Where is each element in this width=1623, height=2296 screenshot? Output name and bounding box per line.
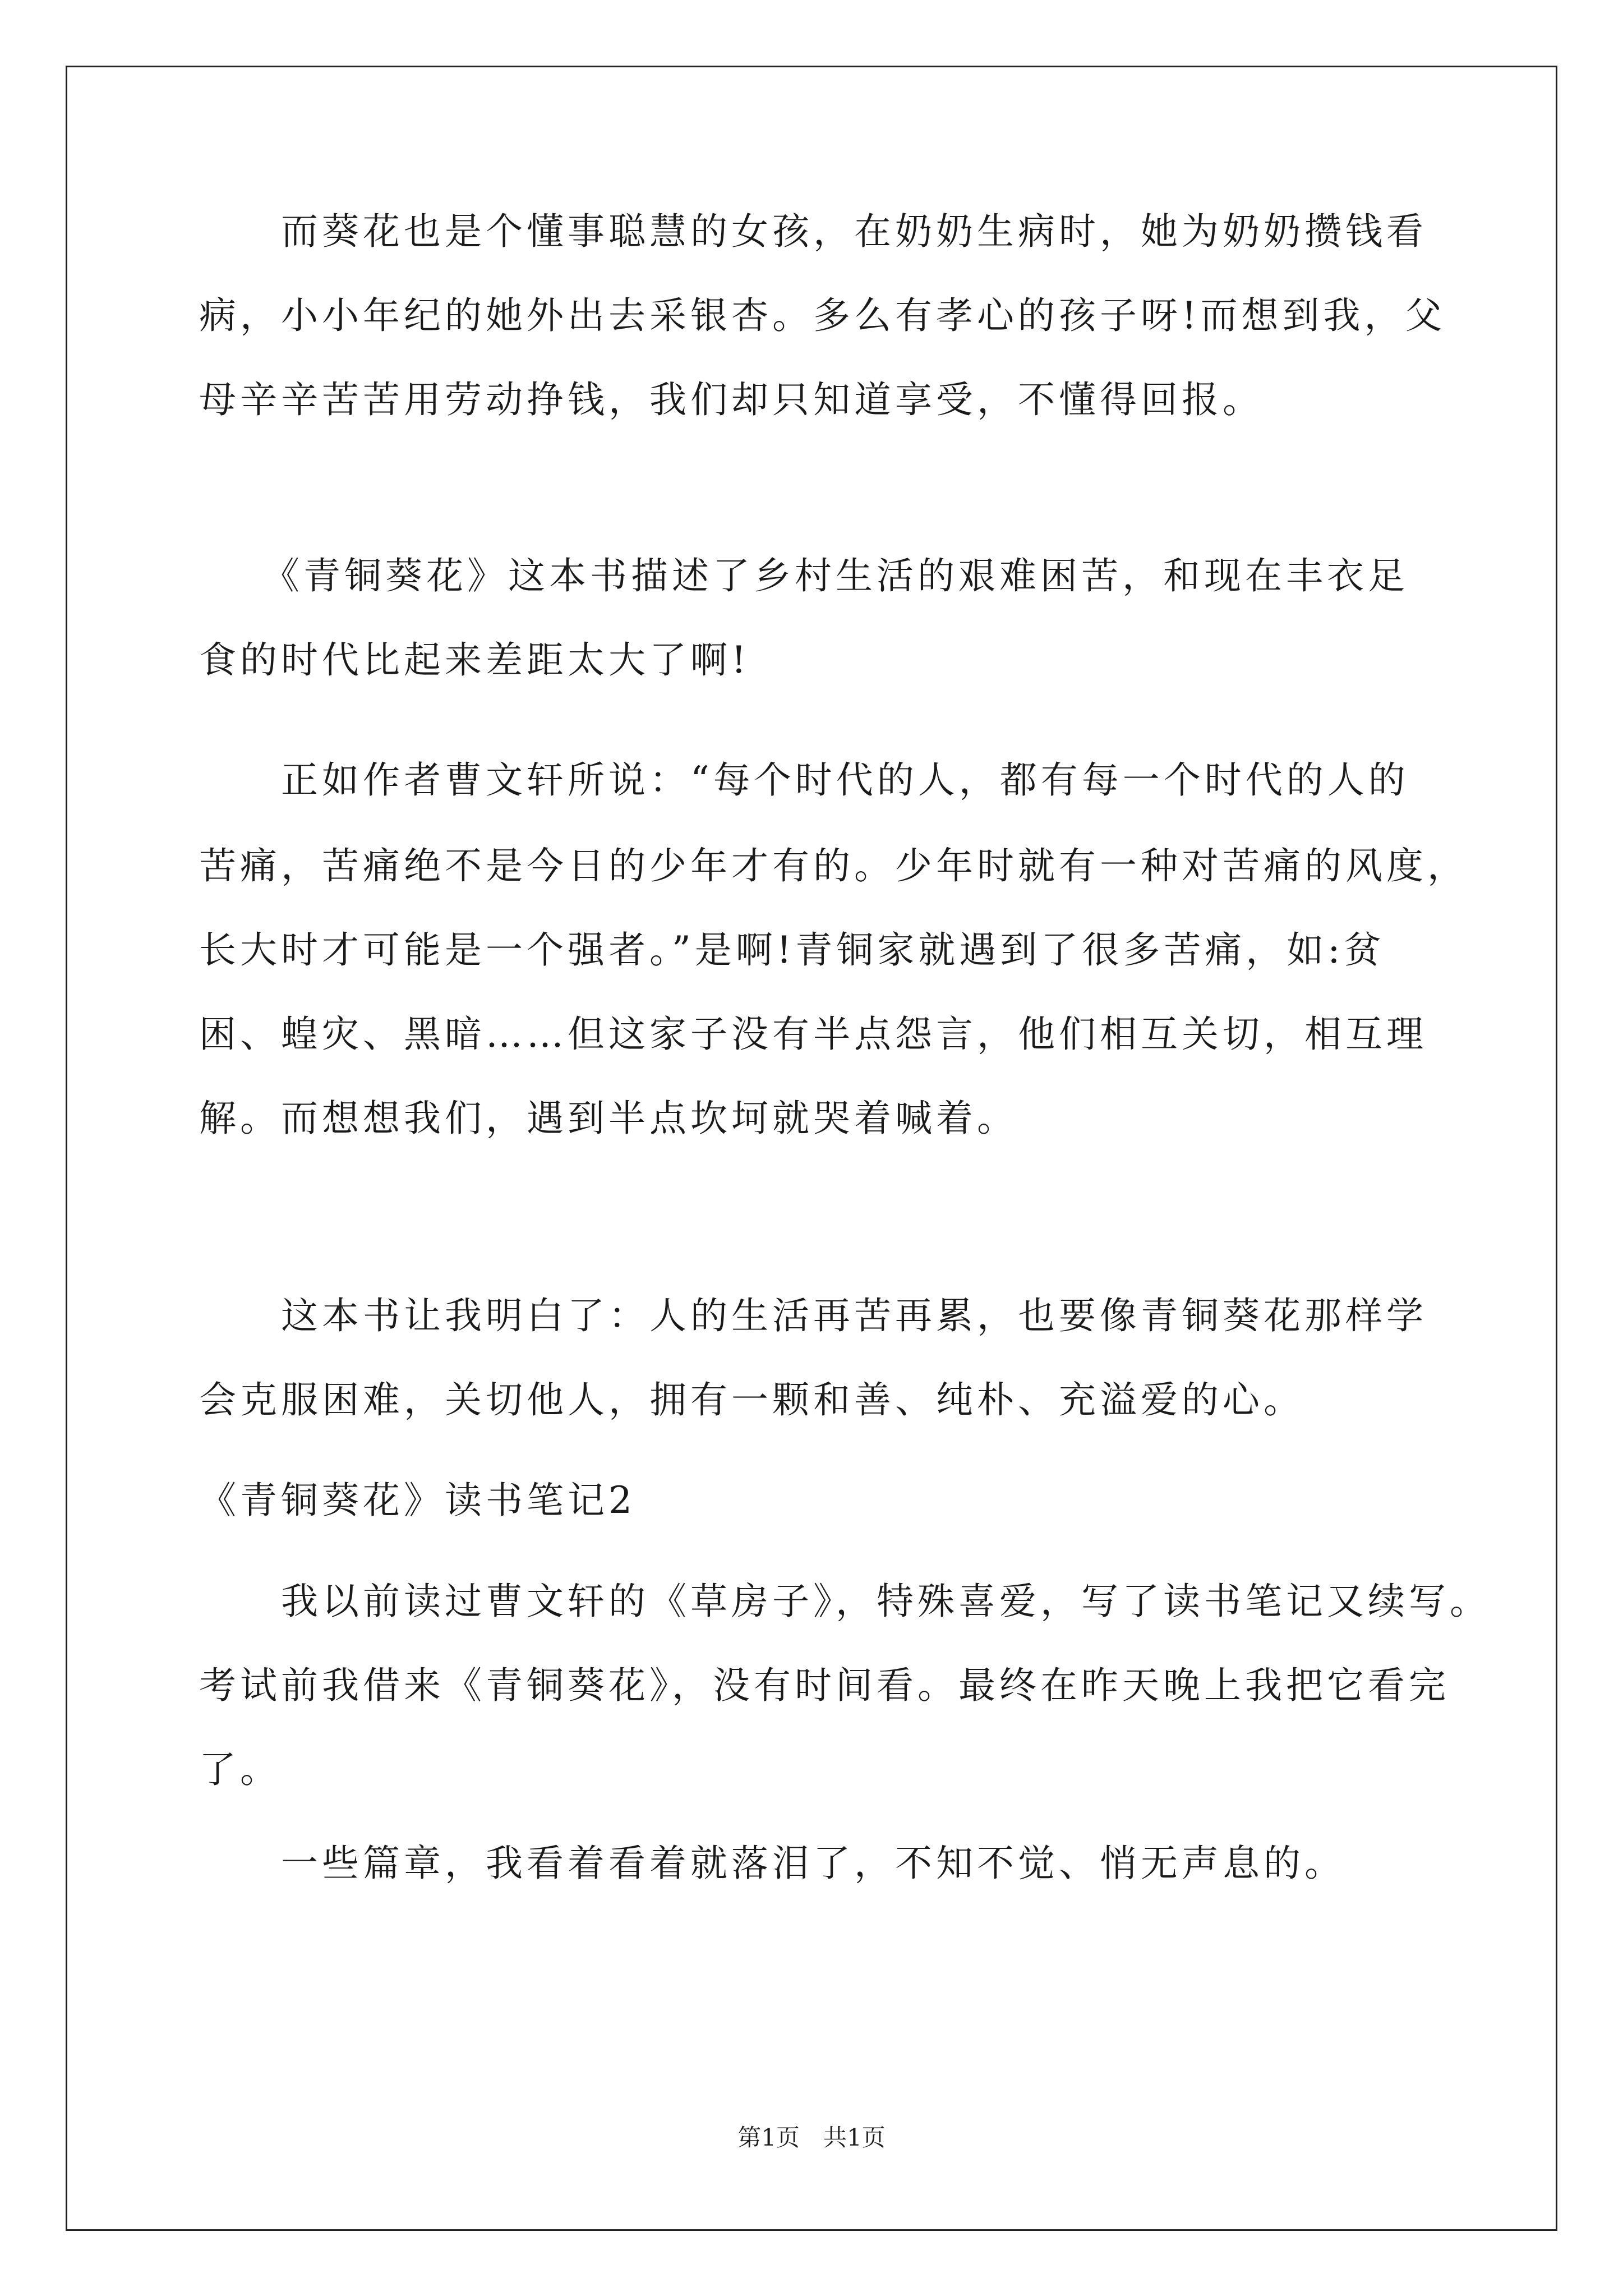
text-line: 苦痛，苦痛绝不是今日的少年才有的。少年时就有一种对苦痛的风度， (199, 844, 1468, 887)
text-line: 母辛辛苦苦用劳动挣钱，我们却只知道享受，不懂得回报。 (199, 378, 1264, 421)
text-line: 而葵花也是个懂事聪慧的女孩，在奶奶生病时，她为奶奶攒钱看 (199, 210, 1427, 253)
text-line: 一些篇章，我看着看着就落泪了，不知不觉、悄无声息的。 (199, 1842, 1345, 1885)
page-number-footer: 第1页 共1页 (737, 2124, 886, 2151)
text-line: 解。而想想我们，遇到半点坎坷就哭着喊着。 (199, 1097, 1018, 1140)
text-line: 我以前读过曹文轩的《草房子》，特殊喜爱，写了读书笔记又续写。 (199, 1580, 1491, 1623)
section-heading: 《青铜葵花》读书笔记2 (199, 1479, 636, 1522)
text-line: 会克服困难，关切他人，拥有一颗和善、纯朴、充溢爱的心。 (199, 1378, 1304, 1421)
text-line: 《青铜葵花》这本书描述了乡村生活的艰难困苦，和现在丰衣足 (199, 554, 1409, 597)
text-line: 困、蝗灾、黑暗……但这家子没有半点怨言，他们相互关切，相互理 (199, 1013, 1427, 1056)
text-line: 长大时才可能是一个强者。”是啊!青铜家就遇到了很多苦痛，如:贫 (199, 928, 1385, 972)
text-line: 这本书让我明白了：人的生活再苦再累，也要像青铜葵花那样学 (199, 1294, 1427, 1337)
text-line: 食的时代比起来差距太大了啊! (199, 638, 750, 682)
text-line: 了。 (199, 1748, 281, 1791)
text-line: 正如作者曹文轩所说：“每个时代的人，都有每一个时代的人的 (199, 758, 1409, 802)
text-line: 病，小小年纪的她外出去采银杏。多么有孝心的孩子呀!而想到我，父 (199, 294, 1446, 337)
text-line: 考试前我借来《青铜葵花》，没有时间看。最终在昨天晚上我把它看完 (199, 1664, 1450, 1707)
